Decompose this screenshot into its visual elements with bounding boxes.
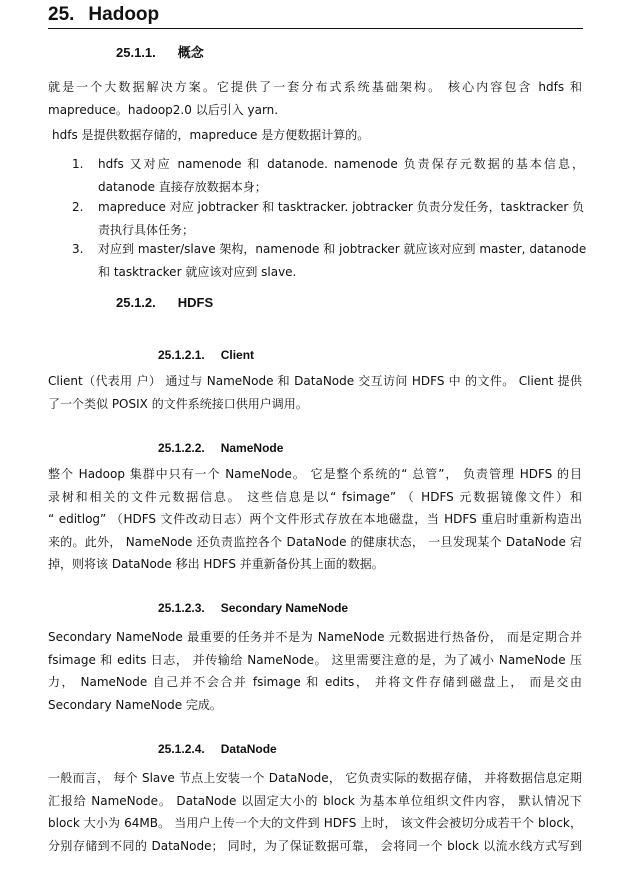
text-line: Client（代表用 户） 通过与 NameNode 和 DataNode 交互访问 HDFS 中 的文件。 Client 提供 — [48, 374, 582, 388]
text-line: datanode 直接存放数据本身； — [98, 179, 267, 194]
subsection-heading-namenode — [158, 441, 283, 455]
text-line: 录树和相关的文件元数据信息。 这些信息是以“ fsimage” （ HDFS 元数据镜像文件）和 — [48, 489, 582, 504]
subsection-heading-datanode — [158, 742, 277, 756]
text-line: 分别存储到不同的 DataNode； 同时，为了保证数据可靠， 会将同一个 block 以流水线方式写到 — [48, 838, 582, 853]
text-line: 对应到 master/slave 架构，namenode 和 jobtracker 就应该对应到 master, datanode — [98, 242, 587, 256]
text-line: 一般而言， 每个 Slave 节点上安装一个 DataNode， 它负责实际的数据存储， 并将数据信息定期 — [48, 771, 582, 785]
section-heading-hdfs — [116, 295, 213, 310]
intro-paragraph — [48, 76, 582, 121]
text-line: 力， NameNode 自己并不会合并 fsimage 和 edits， 并将文件存储到磁盘上， 而是交由 — [48, 675, 582, 689]
text-line: mapreduce 对应 jobtracker 和 tasktracker. jobtracker 负责分发任务，tasktracker 负 — [98, 200, 585, 214]
text-line: block 大小为 64MB。 当用户上传一个大的文件到 HDFS 上时， 该文件会被切分成若干个 block， — [48, 816, 582, 830]
section-title: HDFS — [177, 295, 214, 310]
section-title: 概念 — [177, 45, 204, 60]
chapter-heading — [48, 4, 583, 29]
subsection-number: 25.1.2.1. — [158, 348, 205, 362]
text-line: 掉，则将该 DataNode 移出 HDFS 并重新备份其上面的数据。 — [48, 557, 384, 571]
chapter-title: Hadoop — [88, 4, 160, 25]
datanode-paragraph — [48, 767, 582, 857]
section-number: 25.1.1. — [116, 45, 156, 60]
text-line: 汇报给 NameNode。 DataNode 以固定大小的 block 为基本单位组织文件内容， 默认情况下 — [48, 793, 582, 808]
text-line: “ editlog” （HDFS 文件改动日志）两个文件形式存放在本地磁盘，当 HDFS 重启时重新构造出 — [48, 512, 582, 526]
subsection-title: Secondary NameNode — [220, 601, 349, 615]
list-number: 3. — [72, 242, 84, 256]
client-paragraph — [48, 370, 582, 415]
text-line: 和 tasktracker 就应该对应到 slave. — [98, 264, 297, 279]
list-number: 2. — [72, 200, 84, 214]
subsection-heading-client — [158, 348, 254, 362]
text-line: 责执行具体任务； — [98, 222, 195, 237]
text-line: 来的。此外， NameNode 还负责监控各个 DataNode 的健康状态， 一旦发现某个 DataNode 宕 — [48, 534, 582, 549]
chapter-number: 25. — [48, 4, 75, 25]
subsection-title: NameNode — [220, 441, 284, 455]
text-line: Secondary NameNode 最重要的任务并不是为 NameNode 元数据进行热备份， 而是定期合并 — [48, 630, 582, 644]
text-line: Secondary NameNode 完成。 — [48, 697, 222, 712]
text-line: hdfs 又对应 namenode 和 datanode. namenode 负责保存元数据的基本信息， — [98, 157, 584, 171]
subsection-title: DataNode — [220, 742, 277, 756]
subsection-number: 25.1.2.2. — [158, 441, 205, 455]
text-line: fsimage 和 edits 日志， 并传输给 NameNode。 这里需要注意的是，为了减小 NameNode 压 — [48, 652, 582, 667]
subsection-number: 25.1.2.4. — [158, 742, 205, 756]
intro-paragraph-2 — [52, 124, 586, 147]
section-heading-concept — [116, 42, 204, 61]
text-line: 整个 Hadoop 集群中只有一个 NameNode。 它是整个系统的“ 总管”， 负责管理 HDFS 的目 — [48, 467, 582, 481]
text-line: 就是一个大数据解决方案。它提供了一套分布式系统基础架构。 核心内容包含 hdfs 和 — [48, 80, 582, 94]
subsection-number: 25.1.2.3. — [158, 601, 205, 615]
text-line: mapreduce。hadoop2.0 以后引入 yarn. — [48, 102, 279, 117]
list-number: 1. — [72, 157, 84, 171]
subsection-heading-secondary-namenode — [158, 601, 348, 615]
subsection-title: Client — [220, 348, 255, 362]
text-line: hdfs 是提供数据存储的，mapreduce 是方便数据计算的。 — [52, 128, 370, 142]
text-line: 了一个类似 POSIX 的文件系统接口供用户调用。 — [48, 396, 308, 411]
section-number: 25.1.2. — [116, 295, 156, 310]
secondary-namenode-paragraph — [48, 626, 582, 716]
namenode-paragraph — [48, 463, 582, 576]
